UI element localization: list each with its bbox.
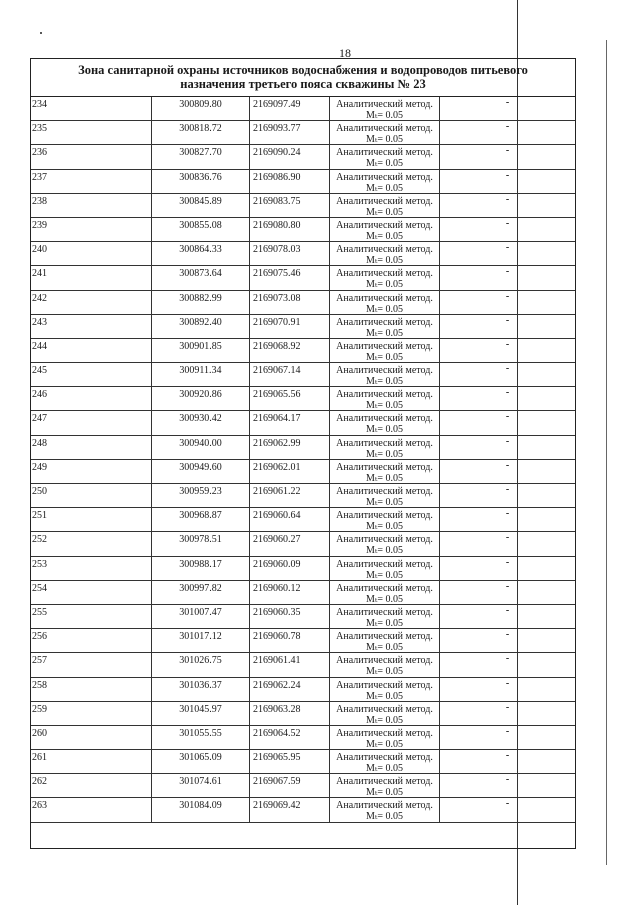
- method-accuracy: Mₜ= 0.05: [366, 811, 403, 823]
- table-row: [31, 750, 575, 774]
- dash-cell: -: [439, 484, 575, 507]
- method-cell: [329, 145, 439, 168]
- x-coordinate-cell: 300818.72: [151, 121, 249, 144]
- method-name: Аналитический метод.: [336, 800, 433, 812]
- point-number-cell: 249: [32, 461, 47, 473]
- y-coordinate-cell: 2169067.59: [249, 774, 329, 797]
- x-coordinate-cell: 301036.37: [151, 678, 249, 701]
- method-name: Аналитический метод.: [336, 655, 433, 667]
- method-accuracy: Mₜ= 0.05: [366, 303, 403, 315]
- method-name: Аналитический метод.: [336, 558, 433, 570]
- method-accuracy: Mₜ= 0.05: [366, 593, 403, 605]
- coordinates-table: [30, 58, 576, 849]
- dash-cell: -: [439, 605, 575, 628]
- y-coordinate-cell: 2169063.28: [249, 702, 329, 725]
- dash-cell: -: [439, 436, 575, 459]
- dash-cell: -: [439, 194, 575, 217]
- dash-cell: -: [439, 315, 575, 338]
- dash-cell: -: [439, 266, 575, 289]
- dash-cell: -: [439, 363, 575, 386]
- table-row: [31, 702, 575, 726]
- x-coordinate-cell: 300930.42: [151, 411, 249, 434]
- method-cell: [329, 387, 439, 410]
- method-name: Аналитический метод.: [336, 606, 433, 618]
- point-number-cell: 234: [32, 99, 47, 110]
- x-coordinate-cell: 300968.87: [151, 508, 249, 531]
- method-accuracy: Mₜ= 0.05: [366, 279, 403, 291]
- x-coordinate-cell: 300911.34: [151, 363, 249, 386]
- point-number-cell: 258: [32, 679, 47, 691]
- page-number: 18: [339, 46, 351, 60]
- method-accuracy: Mₜ= 0.05: [366, 738, 403, 750]
- table-row: [31, 436, 575, 460]
- x-coordinate-cell: 300882.99: [151, 291, 249, 314]
- table-row: [31, 291, 575, 315]
- table-row: [31, 339, 575, 363]
- y-coordinate-cell: 2169065.56: [249, 387, 329, 410]
- dash-cell: -: [439, 387, 575, 410]
- method-name: Аналитический метод.: [336, 486, 433, 497]
- dash-cell: -: [439, 339, 575, 362]
- x-coordinate-cell: 300864.33: [151, 242, 249, 265]
- method-cell: [329, 411, 439, 434]
- dash-cell: -: [439, 581, 575, 604]
- x-coordinate-cell: 300988.17: [151, 557, 249, 580]
- y-coordinate-cell: 2169060.12: [249, 581, 329, 604]
- method-cell: [329, 315, 439, 338]
- dash-cell: -: [439, 774, 575, 797]
- y-coordinate-cell: 2169097.49: [249, 97, 329, 120]
- table-row: [31, 653, 575, 677]
- point-number-cell: 237: [32, 171, 47, 183]
- y-coordinate-cell: 2169069.42: [249, 798, 329, 821]
- table-row: [31, 726, 575, 750]
- x-coordinate-cell: 300809.80: [151, 97, 249, 120]
- method-name: Аналитический метод.: [336, 776, 433, 788]
- method-cell: [329, 678, 439, 701]
- table-title-line2: назначения третьего пояса скважины № 23: [180, 77, 426, 91]
- table-row: [31, 363, 575, 387]
- point-number-cell: 238: [32, 195, 47, 207]
- y-coordinate-cell: 2169075.46: [249, 266, 329, 289]
- method-cell: [329, 532, 439, 555]
- method-accuracy: Mₜ= 0.05: [366, 448, 403, 460]
- method-cell: [329, 170, 439, 193]
- y-coordinate-cell: 2169078.03: [249, 242, 329, 265]
- point-number-cell: 262: [32, 776, 47, 788]
- method-cell: [329, 605, 439, 628]
- method-cell: [329, 242, 439, 265]
- x-coordinate-cell: 301055.55: [151, 726, 249, 749]
- dash-cell: -: [439, 702, 575, 725]
- method-cell: [329, 774, 439, 797]
- method-name: Аналитический метод.: [336, 437, 433, 449]
- table-row: [31, 266, 575, 290]
- method-cell: [329, 97, 439, 120]
- table-row: [31, 605, 575, 629]
- method-cell: [329, 557, 439, 580]
- method-name: Аналитический метод.: [336, 461, 433, 473]
- dash-cell: -: [439, 145, 575, 168]
- y-coordinate-cell: 2169064.17: [249, 411, 329, 434]
- method-name: Аналитический метод.: [336, 365, 433, 377]
- dash-cell: -: [439, 678, 575, 701]
- x-coordinate-cell: 301074.61: [151, 774, 249, 797]
- x-coordinate-cell: 300836.76: [151, 170, 249, 193]
- x-coordinate-cell: 300855.08: [151, 218, 249, 241]
- method-name: Аналитический метод.: [336, 268, 433, 280]
- x-coordinate-cell: 301007.47: [151, 605, 249, 628]
- x-coordinate-cell: 300997.82: [151, 581, 249, 604]
- method-name: Аналитический метод.: [336, 534, 433, 546]
- method-accuracy: Mₜ= 0.05: [366, 110, 403, 121]
- y-coordinate-cell: 2169068.92: [249, 339, 329, 362]
- method-cell: [329, 339, 439, 362]
- dash-cell: -: [439, 629, 575, 652]
- method-name: Аналитический метод.: [336, 389, 433, 401]
- method-cell: [329, 581, 439, 604]
- method-accuracy: Mₜ= 0.05: [366, 376, 403, 388]
- method-accuracy: Mₜ= 0.05: [366, 327, 403, 339]
- point-number-cell: 235: [32, 123, 47, 135]
- method-accuracy: Mₜ= 0.05: [366, 182, 403, 194]
- method-accuracy: Mₜ= 0.05: [366, 206, 403, 218]
- method-cell: [329, 508, 439, 531]
- dash-cell: -: [439, 653, 575, 676]
- point-number-cell: 256: [32, 631, 47, 643]
- dash-cell: -: [439, 557, 575, 580]
- point-number-cell: 263: [32, 800, 47, 812]
- scan-speck: [40, 32, 42, 34]
- y-coordinate-cell: 2169080.80: [249, 218, 329, 241]
- method-cell: [329, 218, 439, 241]
- table-row: [31, 194, 575, 218]
- point-number-cell: 255: [32, 606, 47, 618]
- y-coordinate-cell: 2169073.08: [249, 291, 329, 314]
- y-coordinate-cell: 2169060.64: [249, 508, 329, 531]
- point-number-cell: 248: [32, 437, 47, 449]
- point-number-cell: 236: [32, 147, 47, 159]
- method-accuracy: Mₜ= 0.05: [366, 569, 403, 581]
- point-number-cell: 259: [32, 703, 47, 715]
- x-coordinate-cell: 300920.86: [151, 387, 249, 410]
- x-coordinate-cell: 301045.97: [151, 702, 249, 725]
- table-row: [31, 629, 575, 653]
- y-coordinate-cell: 2169061.41: [249, 653, 329, 676]
- method-accuracy: Mₜ= 0.05: [366, 642, 403, 654]
- point-number-cell: 241: [32, 268, 47, 280]
- dash-cell: -: [439, 411, 575, 434]
- y-coordinate-cell: 2169061.22: [249, 484, 329, 507]
- table-row: [31, 581, 575, 605]
- table-row: [31, 484, 575, 508]
- method-cell: [329, 653, 439, 676]
- y-coordinate-cell: 2169090.24: [249, 145, 329, 168]
- method-accuracy: Mₜ= 0.05: [366, 400, 403, 412]
- point-number-cell: 250: [32, 486, 47, 497]
- point-number-cell: 253: [32, 558, 47, 570]
- method-name: Аналитический метод.: [336, 195, 433, 207]
- table-title-line1: Зона санитарной охраны источников водоснабжения и водопроводов питьевого: [78, 63, 528, 77]
- table-row: [31, 170, 575, 194]
- table-row: [31, 411, 575, 435]
- table-row: [31, 532, 575, 556]
- point-number-cell: 254: [32, 582, 47, 594]
- method-name: Аналитический метод.: [336, 340, 433, 352]
- method-name: Аналитический метод.: [336, 292, 433, 304]
- point-number-cell: 240: [32, 244, 47, 256]
- method-accuracy: Mₜ= 0.05: [366, 545, 403, 557]
- y-coordinate-cell: 2169093.77: [249, 121, 329, 144]
- x-coordinate-cell: 300978.51: [151, 532, 249, 555]
- dash-cell: -: [439, 460, 575, 483]
- point-number-cell: 244: [32, 340, 47, 352]
- method-accuracy: Mₜ= 0.05: [366, 521, 403, 533]
- method-name: Аналитический метод.: [336, 752, 433, 764]
- y-coordinate-cell: 2169060.27: [249, 532, 329, 555]
- method-accuracy: Mₜ= 0.05: [366, 472, 403, 484]
- dash-cell: -: [439, 242, 575, 265]
- x-coordinate-cell: 301084.09: [151, 798, 249, 821]
- dash-cell: -: [439, 798, 575, 821]
- method-cell: [329, 484, 439, 507]
- method-accuracy: Mₜ= 0.05: [366, 351, 403, 363]
- x-coordinate-cell: 300949.60: [151, 460, 249, 483]
- method-name: Аналитический метод.: [336, 219, 433, 231]
- y-coordinate-cell: 2169067.14: [249, 363, 329, 386]
- dash-cell: -: [439, 97, 575, 120]
- table-row: [31, 460, 575, 484]
- table-row: [31, 508, 575, 532]
- method-name: Аналитический метод.: [336, 413, 433, 425]
- point-number-cell: 245: [32, 365, 47, 377]
- method-cell: [329, 266, 439, 289]
- y-coordinate-cell: 2169064.52: [249, 726, 329, 749]
- method-name: Аналитический метод.: [336, 703, 433, 715]
- method-name: Аналитический метод.: [336, 171, 433, 183]
- method-cell: [329, 436, 439, 459]
- point-number-cell: 251: [32, 510, 47, 522]
- y-coordinate-cell: 2169070.91: [249, 315, 329, 338]
- point-number-cell: 247: [32, 413, 47, 425]
- method-cell: [329, 702, 439, 725]
- y-coordinate-cell: 2169062.99: [249, 436, 329, 459]
- x-coordinate-cell: 300873.64: [151, 266, 249, 289]
- y-coordinate-cell: 2169060.35: [249, 605, 329, 628]
- method-accuracy: Mₜ= 0.05: [366, 690, 403, 702]
- table-row: [31, 121, 575, 145]
- method-accuracy: Mₜ= 0.05: [366, 787, 403, 799]
- method-cell: [329, 121, 439, 144]
- method-cell: [329, 750, 439, 773]
- table-row: [31, 798, 575, 822]
- method-cell: [329, 194, 439, 217]
- method-accuracy: Mₜ= 0.05: [366, 763, 403, 775]
- table-row: [31, 315, 575, 339]
- method-accuracy: Mₜ= 0.05: [366, 617, 403, 629]
- table-row: [31, 387, 575, 411]
- x-coordinate-cell: 300892.40: [151, 315, 249, 338]
- method-cell: [329, 798, 439, 821]
- dash-cell: -: [439, 218, 575, 241]
- x-coordinate-cell: 300827.70: [151, 145, 249, 168]
- point-number-cell: 243: [32, 316, 47, 328]
- y-coordinate-cell: 2169065.95: [249, 750, 329, 773]
- point-number-cell: 246: [32, 389, 47, 401]
- point-number-cell: 252: [32, 534, 47, 546]
- method-accuracy: Mₜ= 0.05: [366, 666, 403, 678]
- method-accuracy: Mₜ= 0.05: [366, 424, 403, 436]
- dash-cell: -: [439, 726, 575, 749]
- method-accuracy: Mₜ= 0.05: [366, 497, 403, 508]
- x-coordinate-cell: 300901.85: [151, 339, 249, 362]
- table-header: [31, 59, 575, 97]
- x-coordinate-cell: 301026.75: [151, 653, 249, 676]
- dash-cell: -: [439, 750, 575, 773]
- table-row: [31, 218, 575, 242]
- table-body: [31, 97, 575, 823]
- method-name: Аналитический метод.: [336, 123, 433, 135]
- method-name: Аналитический метод.: [336, 679, 433, 691]
- method-accuracy: Mₜ= 0.05: [366, 255, 403, 267]
- method-name: Аналитический метод.: [336, 631, 433, 643]
- method-accuracy: Mₜ= 0.05: [366, 230, 403, 242]
- method-name: Аналитический метод.: [336, 582, 433, 594]
- method-name: Аналитический метод.: [336, 244, 433, 256]
- method-name: Аналитический метод.: [336, 727, 433, 739]
- x-coordinate-cell: 301017.12: [151, 629, 249, 652]
- x-coordinate-cell: 300940.00: [151, 436, 249, 459]
- x-coordinate-cell: 300845.89: [151, 194, 249, 217]
- x-coordinate-cell: 301065.09: [151, 750, 249, 773]
- method-cell: [329, 629, 439, 652]
- method-cell: [329, 460, 439, 483]
- y-coordinate-cell: 2169086.90: [249, 170, 329, 193]
- point-number-cell: 257: [32, 655, 47, 667]
- method-accuracy: Mₜ= 0.05: [366, 134, 403, 146]
- table-row: [31, 678, 575, 702]
- dash-cell: -: [439, 170, 575, 193]
- x-coordinate-cell: 300959.23: [151, 484, 249, 507]
- table-row: [31, 242, 575, 266]
- table-row: [31, 97, 575, 121]
- method-accuracy: Mₜ= 0.05: [366, 714, 403, 726]
- method-cell: [329, 363, 439, 386]
- table-row: [31, 774, 575, 798]
- method-name: Аналитический метод.: [336, 147, 433, 159]
- y-coordinate-cell: 2169060.78: [249, 629, 329, 652]
- method-name: Аналитический метод.: [336, 316, 433, 328]
- method-name: Аналитический метод.: [336, 510, 433, 522]
- method-accuracy: Mₜ= 0.05: [366, 158, 403, 170]
- dash-cell: -: [439, 532, 575, 555]
- scan-edge-line-right: [606, 40, 607, 865]
- table-row: [31, 145, 575, 169]
- dash-cell: -: [439, 291, 575, 314]
- y-coordinate-cell: 2169062.01: [249, 460, 329, 483]
- method-cell: [329, 291, 439, 314]
- method-cell: [329, 726, 439, 749]
- dash-cell: -: [439, 508, 575, 531]
- y-coordinate-cell: 2169062.24: [249, 678, 329, 701]
- point-number-cell: 242: [32, 292, 47, 304]
- table-row: [31, 557, 575, 581]
- y-coordinate-cell: 2169083.75: [249, 194, 329, 217]
- point-number-cell: 239: [32, 219, 47, 231]
- dash-cell: -: [439, 121, 575, 144]
- method-name: Аналитический метод.: [336, 99, 433, 110]
- point-number-cell: 260: [32, 727, 47, 739]
- y-coordinate-cell: 2169060.09: [249, 557, 329, 580]
- point-number-cell: 261: [32, 752, 47, 764]
